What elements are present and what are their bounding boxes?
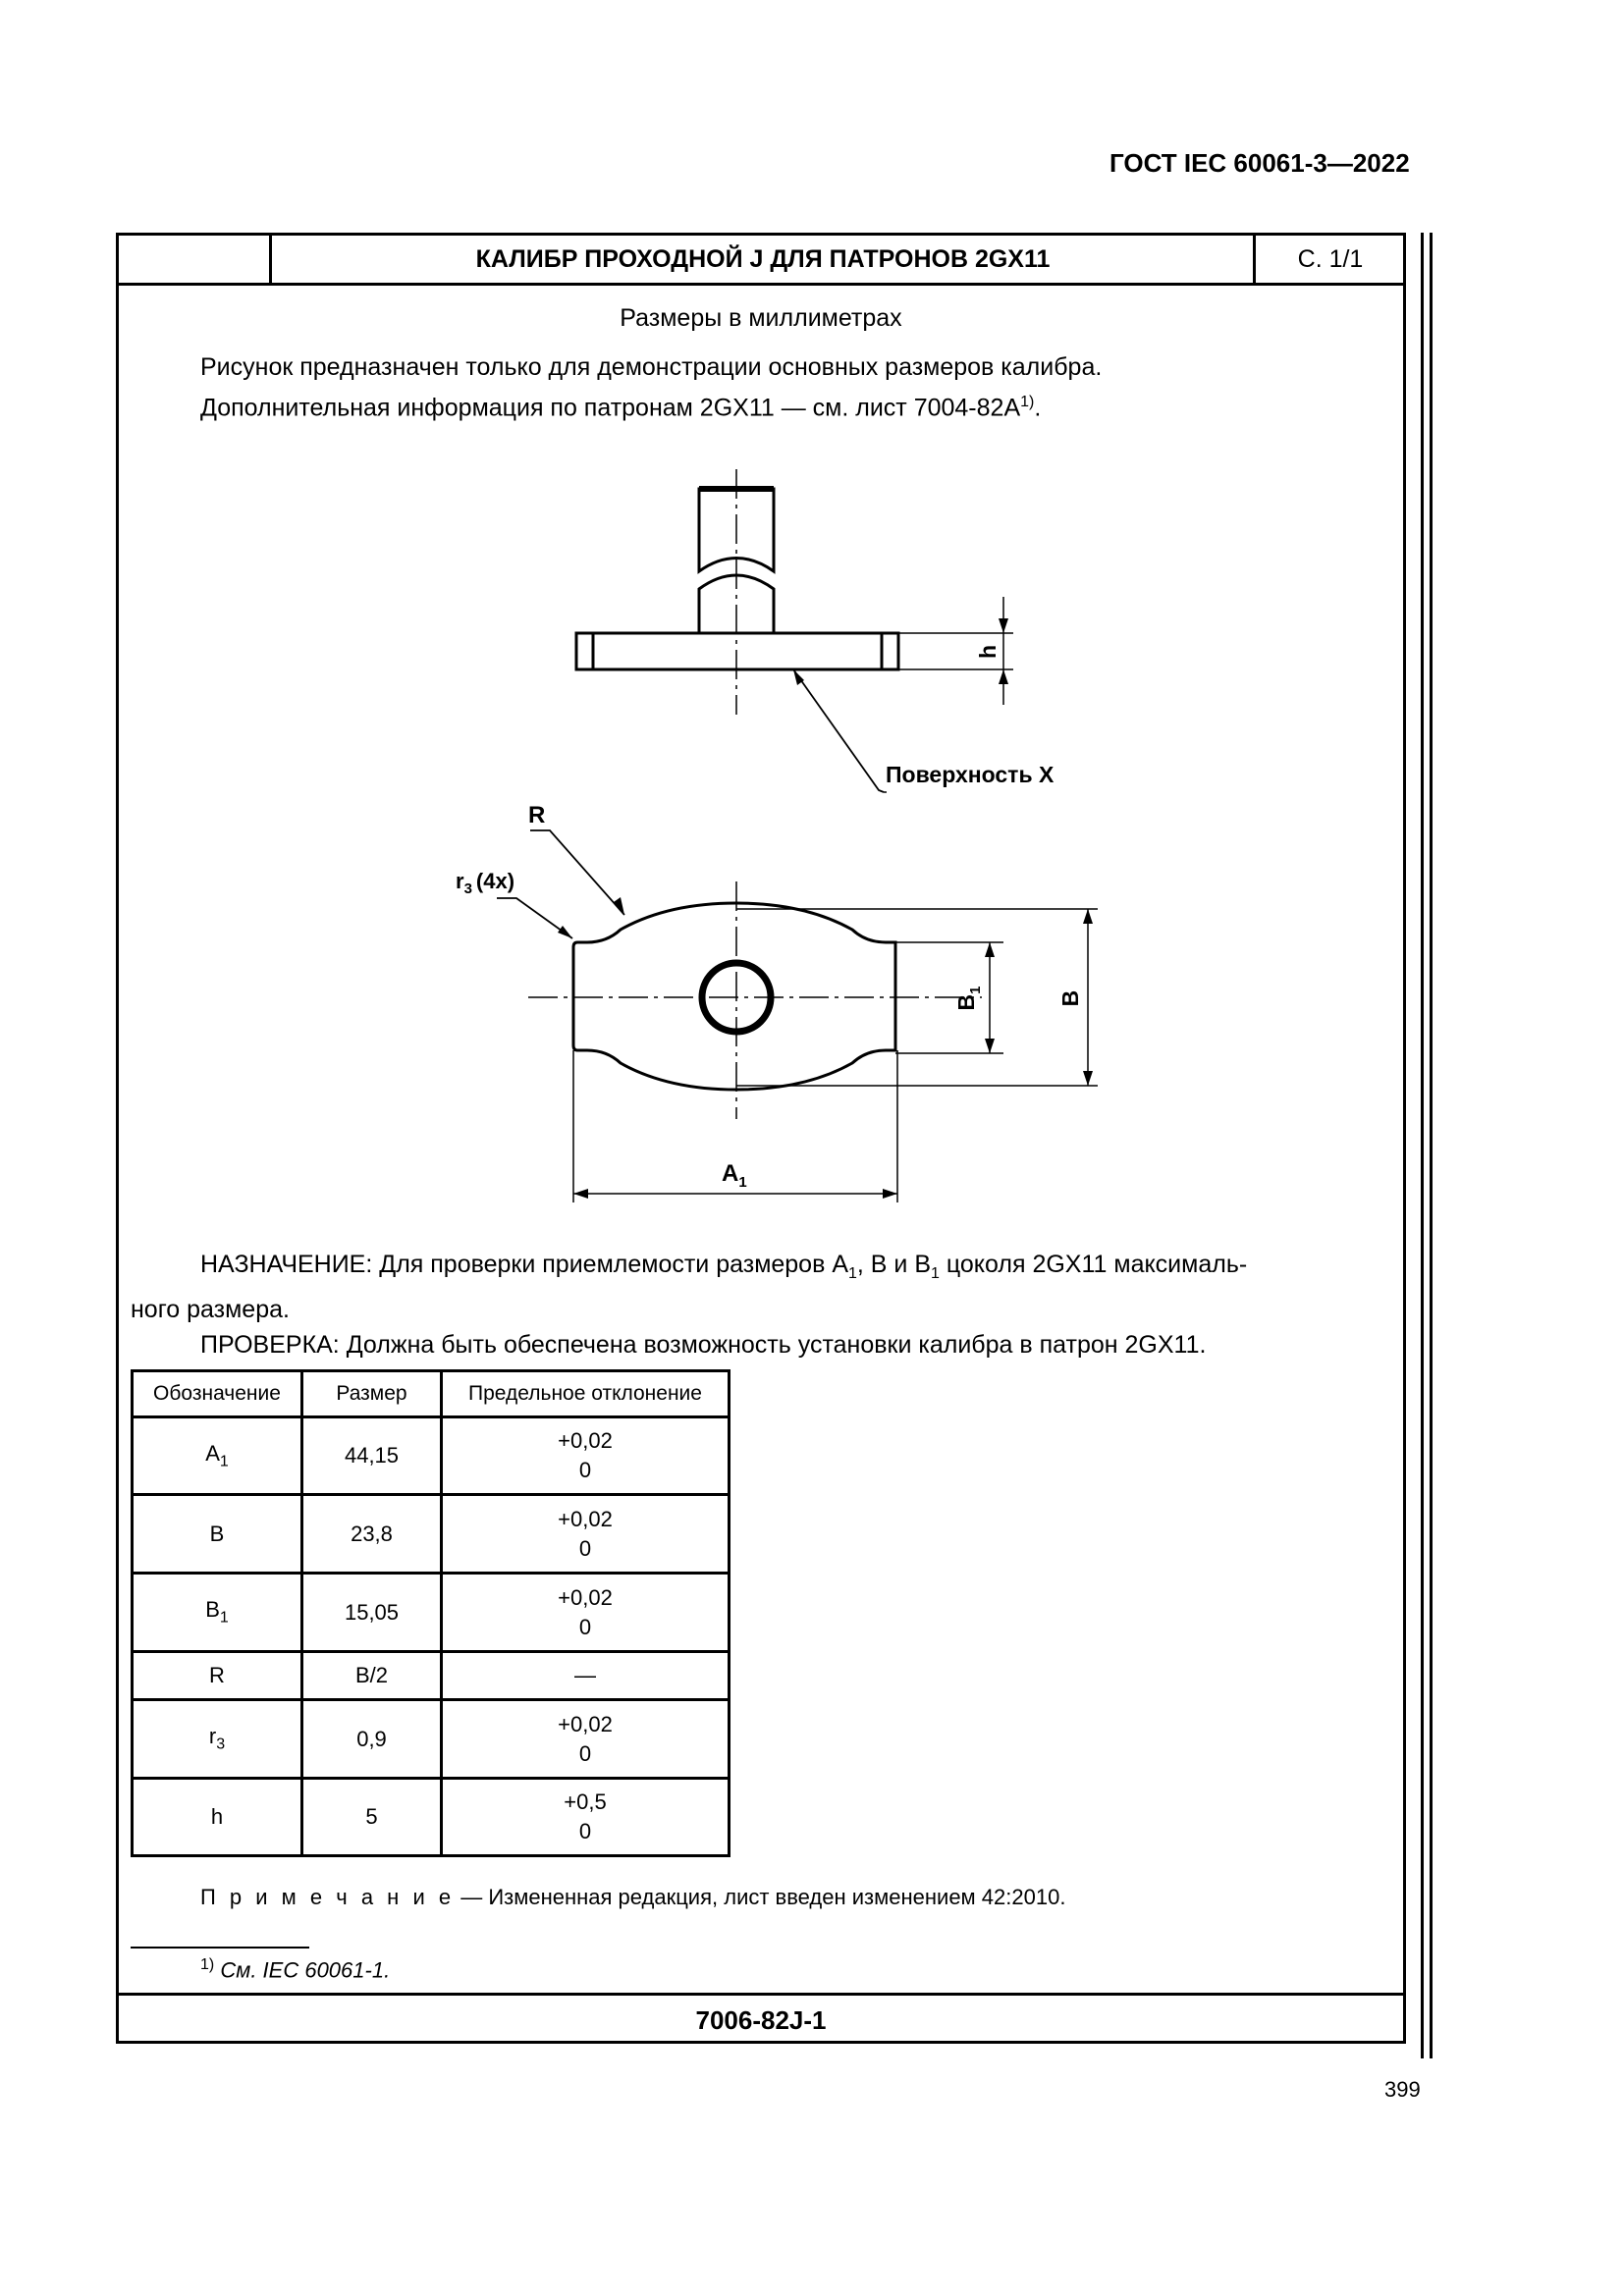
flange-side-view xyxy=(576,633,898,669)
row-size: 44,15 xyxy=(302,1417,442,1495)
row-size: 5 xyxy=(302,1779,442,1856)
table-row xyxy=(133,1700,730,1779)
check-line: ПРОВЕРКА: Должна быть обеспечена возможность установки калибра в патрон 2GX11. xyxy=(200,1331,1207,1359)
footer-separator xyxy=(116,1993,1406,1996)
table-row xyxy=(133,1417,730,1495)
sheet-title: КАЛИБР ПРОХОДНОЙ J ДЛЯ ПАТРОНОВ 2GX11 xyxy=(475,245,1051,273)
footnote-rule xyxy=(131,1947,309,1949)
page-number: 399 xyxy=(1384,2077,1421,2102)
b1-label: $B_1$ xyxy=(953,986,984,1011)
table-row xyxy=(133,1779,730,1856)
intro-line-1: Рисунок предназначен только для демонстрации основных размеров калибра. xyxy=(200,353,1103,381)
note: П р и м е ч а н и е — Измененная редакция, лист введен изменением 42:2010. xyxy=(200,1885,1066,1909)
row-symbol: R xyxy=(133,1652,302,1700)
intro-line-2: Дополнительная информация по патронам 2GX11 — см. лист $7004-82A^{1)}$. xyxy=(200,394,1042,422)
col-header-size: Размер xyxy=(302,1371,442,1417)
row-tolerance: +0,5 0 xyxy=(442,1779,730,1856)
r-label: R xyxy=(528,802,546,828)
row-size: 15,05 xyxy=(302,1574,442,1652)
row-tolerance: +0,02 0 xyxy=(442,1417,730,1495)
table-header-row xyxy=(133,1371,730,1417)
row-symbol: $B_1$ xyxy=(133,1574,302,1652)
row-tolerance: +0,02 0 xyxy=(442,1700,730,1779)
table-row xyxy=(133,1652,730,1700)
purpose-line-1: НАЗНАЧЕНИЕ: Для проверки приемлемости размеров $A_1$, B и $B_1$ цоколя 2GX11 максималь- xyxy=(200,1251,1248,1282)
row-tolerance: +0,02 0 xyxy=(442,1495,730,1574)
purpose-line-2: ного размера. xyxy=(131,1296,290,1323)
sheet-page: С. 1/1 xyxy=(1297,245,1364,273)
surface-x-label: Поверхность X xyxy=(886,762,1055,787)
dimensions-table xyxy=(131,1369,730,1857)
row-tolerance: +0,02 0 xyxy=(442,1574,730,1652)
footnote: $^{1)}$ См. IEC 60061-1. xyxy=(200,1956,391,1983)
row-symbol: h xyxy=(133,1779,302,1856)
row-size: 0,9 xyxy=(302,1700,442,1779)
surface-leader xyxy=(793,669,884,792)
row-tolerance: — xyxy=(442,1652,730,1700)
purpose-paragraph xyxy=(131,1247,1392,1362)
footnote-ref: 1) xyxy=(1020,394,1035,410)
table-row xyxy=(133,1495,730,1574)
row-symbol: $r_3$ xyxy=(133,1700,302,1779)
standard-number: ГОСТ IEC 60061-3—2022 xyxy=(1109,148,1410,178)
gauge-plan-outline xyxy=(573,903,895,1090)
h-label: h xyxy=(975,644,1001,660)
sheet-code: 7006-82J-1 xyxy=(695,2005,827,2035)
units-note: Размеры в миллиметрах xyxy=(620,304,902,332)
row-size: B/2 xyxy=(302,1652,442,1700)
b-label: B xyxy=(1057,989,1083,1007)
col-header-tolerance: Предельное отклонение xyxy=(442,1371,730,1417)
row-size: 23,8 xyxy=(302,1495,442,1574)
col-header-symbol: Обозначение xyxy=(133,1371,302,1417)
row-symbol: $A_1$ xyxy=(133,1417,302,1495)
r3-label: $r_3$ (4x) xyxy=(456,869,515,897)
a1-label: $A_1$ xyxy=(722,1160,747,1191)
row-symbol: B xyxy=(133,1495,302,1574)
table-row xyxy=(133,1574,730,1652)
